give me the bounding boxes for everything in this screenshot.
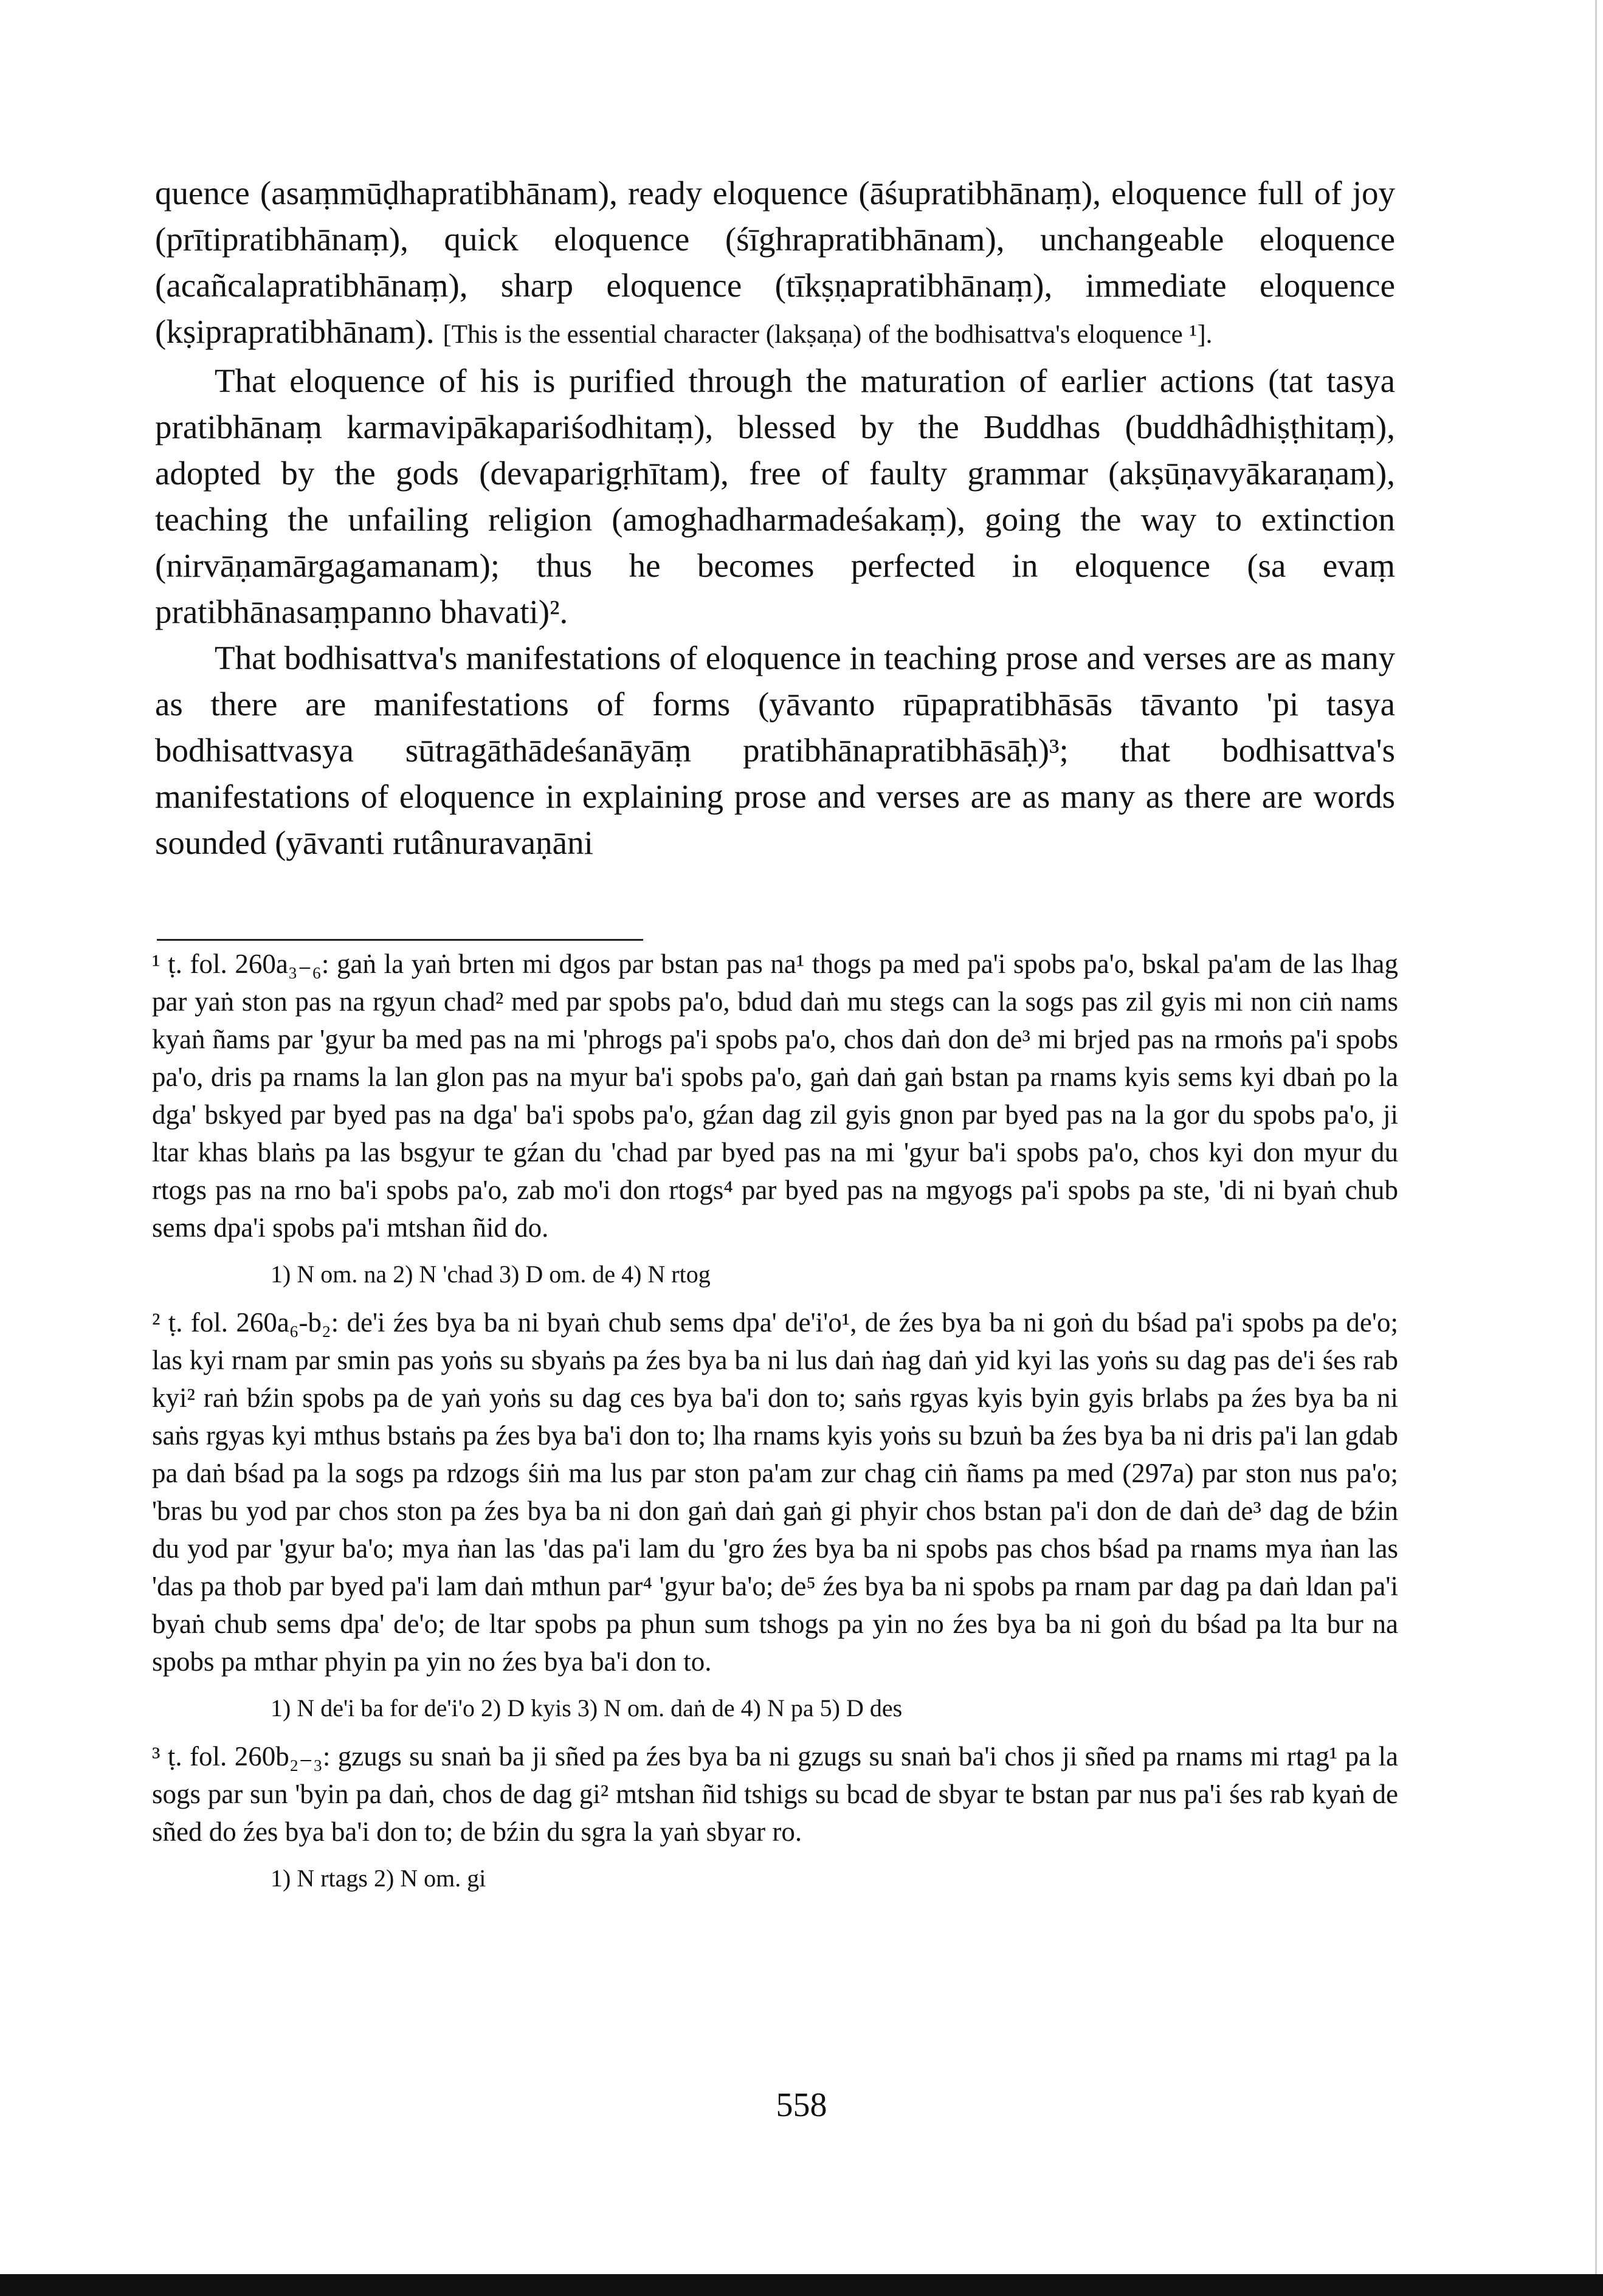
footnotes <box>152 945 1398 1908</box>
scan-edge-right <box>1595 0 1597 2296</box>
bracketed-note: [This is the essential character (lakṣaṇa) of the bodhisattva's eloquence ¹]. <box>443 320 1213 349</box>
footnote-2-variants: 1) N de'i ba for de'i'o 2) D kyis 3) N om. daṅ de 4) N pa 5) D des <box>271 1694 903 1722</box>
footnote-1-variants: 1) N om. na 2) N 'chad 3) D om. de 4) N rtog <box>271 1260 711 1288</box>
page-number: 558 <box>776 2086 827 2124</box>
paragraph-continuation <box>155 170 1395 358</box>
footnote-3: ³ ṭ. fol. 260b₂₋₃: gzugs su snaṅ ba ji sñed pa źes bya ba ni gzugs su snaṅ ba'i chos ji sñed pa rnams mi rtag¹ pa la sogs par sun 'byin pa daṅ, chos de dag gi² mtshan ñid tshigs su bcad de sbyar te bstan par nus pa'i śes rab kyaṅ de sñed do źes bya ba'i don to; de bźin du sgra la yaṅ sbyar ro. <box>152 1741 1398 1847</box>
footnote-rule <box>157 939 643 941</box>
paragraph-3: That bodhisattva's manifestations of eloquence in teaching prose and verses are as many as there are manifestations of forms (yāvanto rūpapratibhāsās tāvanto 'pi tasya bodhisattvasya sūtragāthādeśanāyāṃ pratibhānapratibhāsāḥ)³; that bodhisattva's manifestations of eloquence in explaining prose and verses are as many as there are words sounded (yāvanti rutânuravaṇāni <box>155 639 1395 861</box>
footnote-3-variants: 1) N rtags 2) N om. gi <box>271 1865 486 1892</box>
scan-edge-bottom <box>0 2274 1603 2296</box>
main-text <box>155 170 1395 866</box>
paragraph-2: That eloquence of his is purified through the maturation of earlier actions (tat tasya pratibhānaṃ karmavipākapariśodhitaṃ), blessed by the Buddhas (buddhâdhiṣṭhitaṃ), adopted by the gods (devaparigṛhītam), free of faulty grammar (akṣūṇavyākaraṇam), teaching the unfailing religion (amoghadharmadeśakaṃ), going the way to extinction (nirvāṇamārgagamanam); thus he becomes perfected in eloquence (sa evaṃ pratibhānasaṃpanno bhavati)². <box>155 362 1395 630</box>
footnote-1: ¹ ṭ. fol. 260a₃₋₆: gaṅ la yaṅ brten mi dgos par bstan pas na¹ thogs pa med pa'i spobs pa'o, bskal pa'am de las lhag par yaṅ ston pas na rgyun chad² med par spobs pa'o, bdud daṅ mu stegs can la sogs pas zil gyis mi non ciṅ nams kyaṅ ñams par 'gyur ba med pas na mi 'phrogs pa'i spobs pa'o, chos daṅ don de³ mi brjed pas na rmoṅs pa'i spobs pa'o, dris pa rnams la lan glon pas na myur ba'i spobs pa'o, gaṅ daṅ gaṅ bstan pa rnams kyis sems kyi dbaṅ po la dga' bskyed par byed pas na dga' ba'i spobs pa'o, gźan dag zil gyis gnon par byed pas na la gor du spobs pa'o, ji ltar khas blaṅs pa las bsgyur te gźan du 'chad par byed pas na mi 'gyur ba'i spobs pa'o, chos kyi don myur du rtogs pas na rno ba'i spobs pa'o, zab mo'i don rtogs⁴ par byed pas na mgyogs pa'i spobs pa ste, 'di ni byaṅ chub sems dpa'i spobs pa'i mtshan ñid do. <box>152 949 1398 1243</box>
paragraph-1-text: quence (asaṃmūḍhapratibhānam), ready eloquence (āśupratibhānaṃ), eloquence full of joy (prītipratibhānaṃ), quick eloquence (śīghrapratibhānam), unchangeable eloquence (acañcalapratibhānaṃ), sharp eloquence (tīkṣṇapratibhānaṃ), immediate eloquence (kṣiprapratibhānam). <box>155 174 1395 350</box>
footnote-2: ² ṭ. fol. 260a₆-b₂: de'i źes bya ba ni byaṅ chub sems dpa' de'i'o¹, de źes bya ba ni goṅ du bśad pa'i spobs pa de'o; las kyi rnam par smin pas yoṅs su sbyaṅs pa źes bya ba ni lus daṅ ṅag daṅ yid kyi las yoṅs su dag pas de'i śes rab kyi² raṅ bźin spobs pa de yaṅ yoṅs su dag ces bya ba'i don to; saṅs rgyas kyis byin gyis brlabs pa źes bya ba ni saṅs rgyas kyi mthus bstaṅs pa źes bya ba'i don to; lha rnams kyis yoṅs su bzuṅ ba źes bya ba ni dris pa'i lan gdab pa daṅ bśad pa la sogs pa rdzogs śiṅ ma lus par ston pa'am zur chag ciṅ ñams pa med (297a) par ston nus pa'o; 'bras bu yod par chos ston pa źes bya ba ni don gaṅ daṅ gaṅ gi phyir chos bstan pa'i don de daṅ de³ dag de bźin du yod par 'gyur ba'o; mya ṅan las 'das pa'i lam du 'gro źes bya ba ni spobs pas chos bśad pa rnams mya ṅan las 'das pa thob par byed pa'i lam daṅ mthun par⁴ 'gyur ba'o; de⁵ źes bya ba ni spobs pa rnam par dag pa daṅ ldan pa'i byaṅ chub sems dpa' de'o; de ltar spobs pa phun sum tshogs pa yin no źes bya ba ni goṅ du bśad pa lta bur na spobs pa mthar phyin pa yin no źes bya ba'i don to. <box>152 1307 1398 1677</box>
